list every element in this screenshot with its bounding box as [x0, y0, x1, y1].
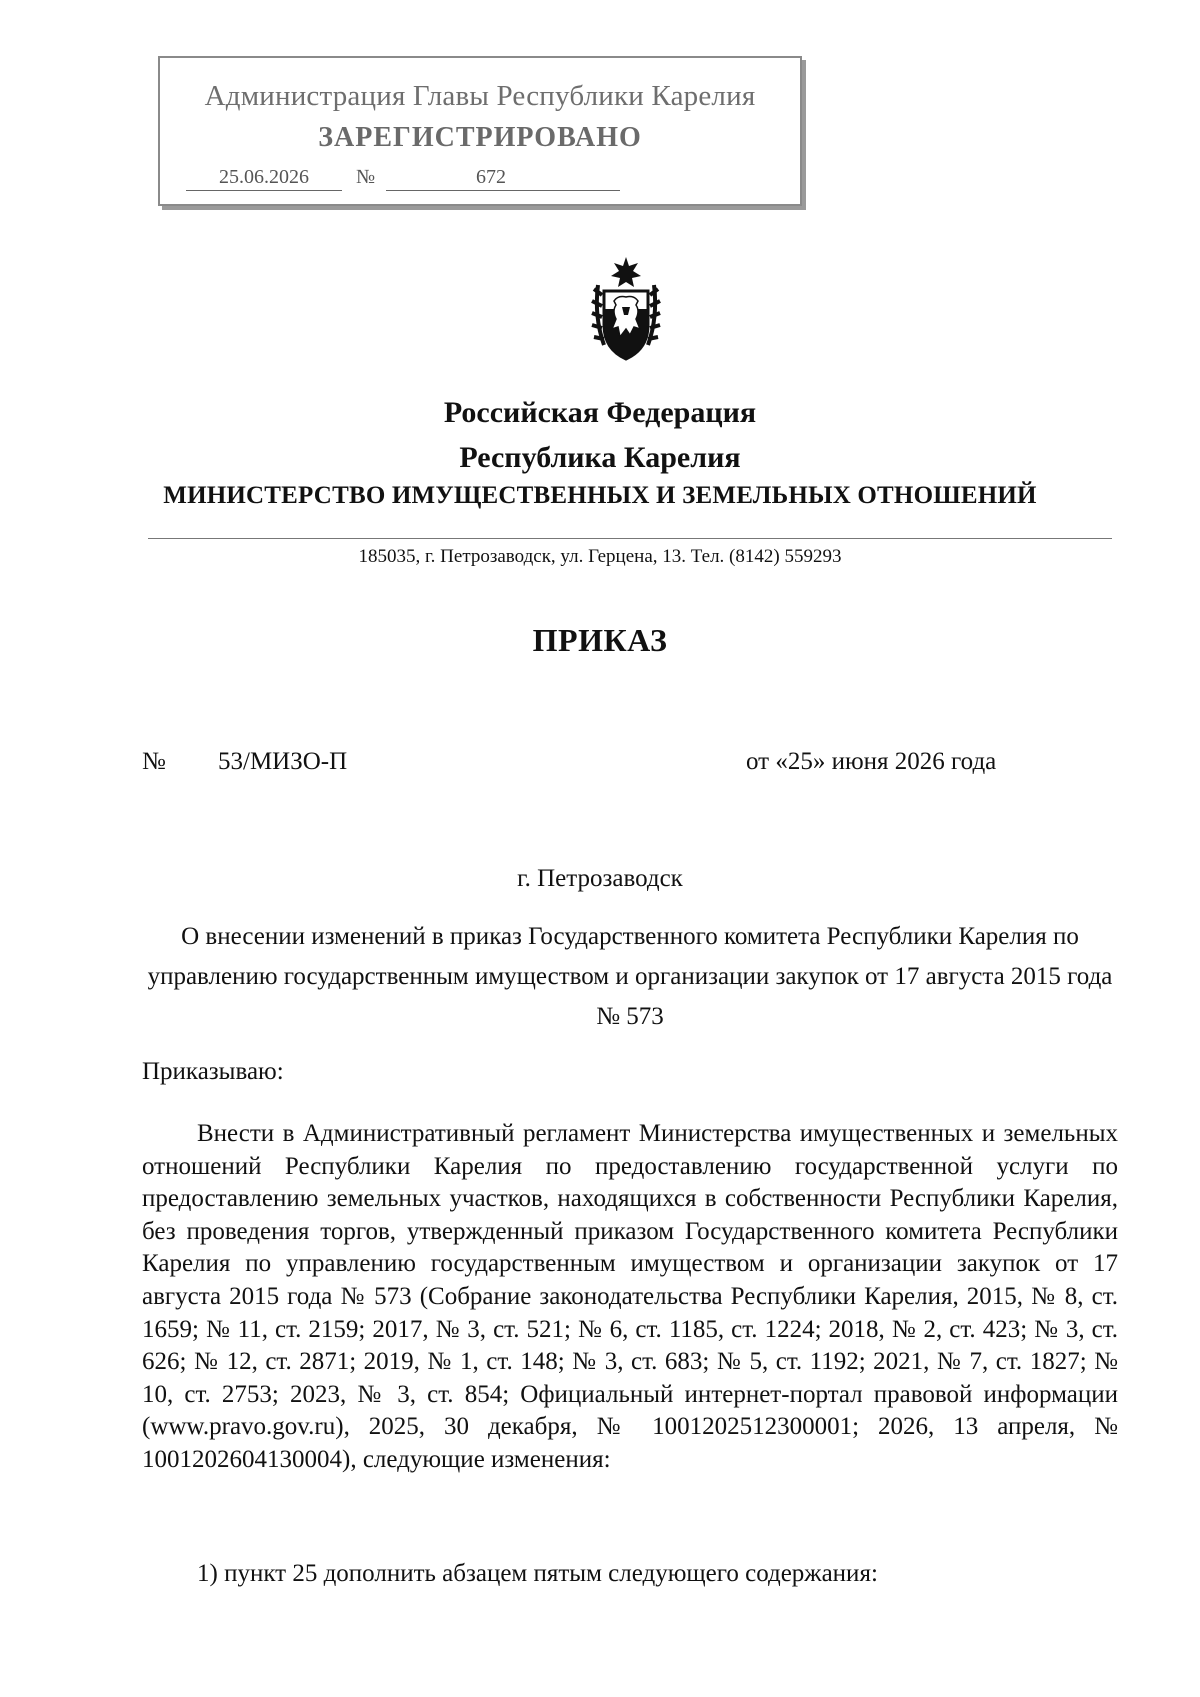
order-city: г. Петрозаводск	[517, 865, 683, 892]
country-title: Российская Федерация	[443, 396, 757, 429]
order-subject: О внесении изменений в приказ Государственного комитета Республики Карелия по управлению государственным имуществом и организации закупок от 17 августа 2015 года № 573	[147, 923, 1113, 1030]
header-divider	[148, 538, 1112, 539]
order-body-paragraph: Внести в Административный регламент Министерства имущественных и земельных отношений Республики Карелия по предоставлению государственной услуги по предоставлению земельных участков, находящихся в собственности Республики Карелия, без проведения торгов, утвержденный приказом Государственного комитета Республики Карелия по управлению государственным имуществом и организации закупок от 17 августа 2015 года № 573 (Собрание законодательства Республики Карелия, 2015, № 8, ст. 1659; № 11, ст. 2159; 2017, № 3, ст. 521; № 6, ст. 1185, ст. 1224; 2018, № 2, ст. 423; № 3, ст. 626; № 12, ст. 2871; 2019, № 1, ст. 148; № 3, ст. 683; № 5, ст. 1192; 2021, № 7, ст. 1827; № 10, ст. 2753; 2023, № 3, ст. 854; Официальный интернет-портал правовой информации (www.pravo.gov.ru), 2025, 30 декабря, № 1001202512300001; 2026, 13 апреля, № 1001202604130004), следующие изменения:	[142, 1120, 1118, 1473]
stamp-number: 672	[386, 166, 620, 191]
order-date: от «25» июня 2026 года	[746, 748, 997, 775]
stamp-date: 25.06.2026	[186, 166, 342, 191]
document-type: ПРИКАЗ	[532, 622, 668, 658]
registration-stamp	[158, 56, 802, 206]
stamp-status: ЗАРЕГИСТРИРОВАНО	[318, 122, 642, 153]
order-number: 53/МИЗО-П	[218, 748, 348, 775]
stamp-number-sign: №	[356, 166, 376, 188]
order-number-sign: №	[142, 748, 166, 775]
ordering-phrase: Приказываю:	[142, 1058, 284, 1085]
ministry-address: 185035, г. Петрозаводск, ул. Герцена, 13. Тел. (8142) 559293	[358, 546, 842, 567]
region-title: Республика Карелия	[459, 441, 741, 474]
ministry-title: МИНИСТЕРСТВО ИМУЩЕСТВЕННЫХ И ЗЕМЕЛЬНЫХ ОТНОШЕНИЙ	[163, 482, 1037, 509]
coat-of-arms-icon	[584, 255, 668, 367]
stamp-organization: Администрация Главы Республики Карелия	[204, 80, 756, 112]
order-item-1: 1) пункт 25 дополнить абзацем пятым следующего содержания:	[197, 1560, 878, 1587]
